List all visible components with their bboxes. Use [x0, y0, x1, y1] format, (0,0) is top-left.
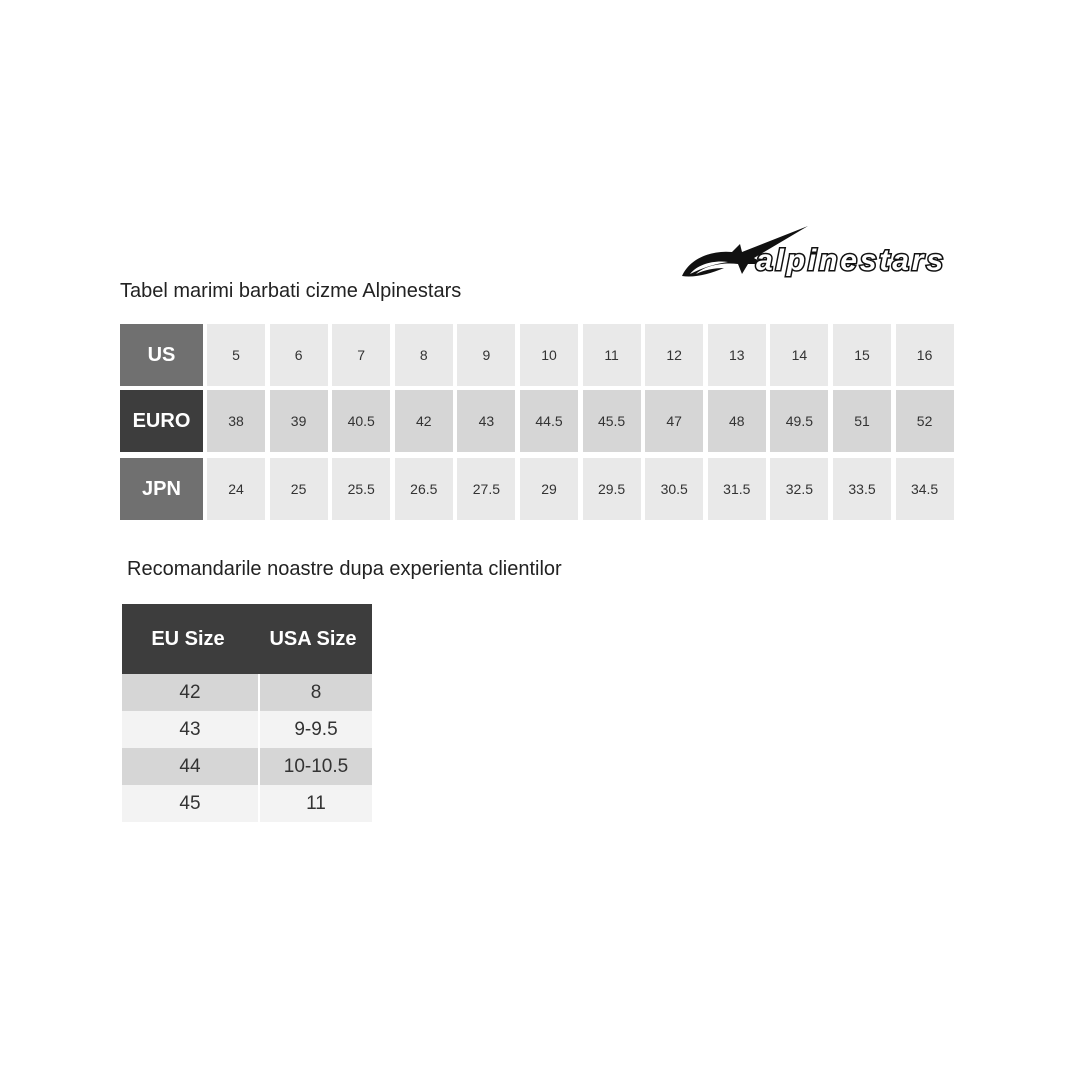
usa-size-cell: 9-9.5 — [260, 711, 372, 748]
size-cell: 5 — [207, 324, 265, 386]
size-conversion-table — [120, 324, 958, 520]
size-cell: 15 — [833, 324, 891, 386]
size-cell: 7 — [332, 324, 390, 386]
size-cell: 45.5 — [583, 390, 641, 452]
table-row — [122, 674, 372, 711]
size-cell: 16 — [896, 324, 954, 386]
size-cell: 52 — [896, 390, 954, 452]
eu-size-cell: 43 — [122, 711, 260, 748]
size-cell: 44.5 — [520, 390, 578, 452]
size-cell: 27.5 — [457, 458, 515, 520]
size-cell: 34.5 — [896, 458, 954, 520]
size-cell: 25 — [270, 458, 328, 520]
size-cell: 10 — [520, 324, 578, 386]
recommendations-title: Recomandarile noastre dupa experienta clientilor — [127, 558, 562, 580]
eu-size-cell: 45 — [122, 785, 260, 822]
size-cell: 38 — [207, 390, 265, 452]
size-cell: 11 — [583, 324, 641, 386]
eu-size-cell: 44 — [122, 748, 260, 785]
size-cell: 26.5 — [395, 458, 453, 520]
size-cell: 33.5 — [833, 458, 891, 520]
size-cell: 8 — [395, 324, 453, 386]
size-cell: 13 — [708, 324, 766, 386]
size-cell: 31.5 — [708, 458, 766, 520]
size-row-euro — [120, 390, 958, 452]
table-row — [122, 748, 372, 785]
size-cell: 12 — [645, 324, 703, 386]
size-cell: 51 — [833, 390, 891, 452]
size-cell: 6 — [270, 324, 328, 386]
row-header: JPN — [120, 458, 203, 520]
size-table-title: Tabel marimi barbati cizme Alpinestars — [120, 280, 462, 302]
size-cell: 47 — [645, 390, 703, 452]
size-cell: 39 — [270, 390, 328, 452]
table-row — [122, 785, 372, 822]
size-cell: 29.5 — [583, 458, 641, 520]
size-cell: 9 — [457, 324, 515, 386]
recommendations-header-row — [122, 604, 372, 674]
table-row — [122, 711, 372, 748]
eu-size-cell: 42 — [122, 674, 260, 711]
usa-size-cell: 8 — [260, 674, 372, 711]
row-header: EURO — [120, 390, 203, 452]
size-cell: 40.5 — [332, 390, 390, 452]
size-cell: 24 — [207, 458, 265, 520]
alpinestars-wordmark: alpinestars — [756, 244, 942, 277]
size-cell: 49.5 — [770, 390, 828, 452]
alpinestars-logo — [680, 222, 946, 282]
size-cell: 30.5 — [645, 458, 703, 520]
size-row-jpn — [120, 458, 958, 520]
size-cell: 48 — [708, 390, 766, 452]
usa-size-cell: 11 — [260, 785, 372, 822]
recommendations-table — [122, 604, 372, 822]
row-header: US — [120, 324, 203, 386]
size-cell: 29 — [520, 458, 578, 520]
eu-size-header: EU Size — [151, 627, 225, 650]
usa-size-cell: 10-10.5 — [260, 748, 372, 785]
size-row-us — [120, 324, 958, 386]
usa-size-header: USA Size — [269, 627, 357, 650]
size-cell: 42 — [395, 390, 453, 452]
size-cell: 32.5 — [770, 458, 828, 520]
size-cell: 14 — [770, 324, 828, 386]
size-cell: 25.5 — [332, 458, 390, 520]
size-cell: 43 — [457, 390, 515, 452]
